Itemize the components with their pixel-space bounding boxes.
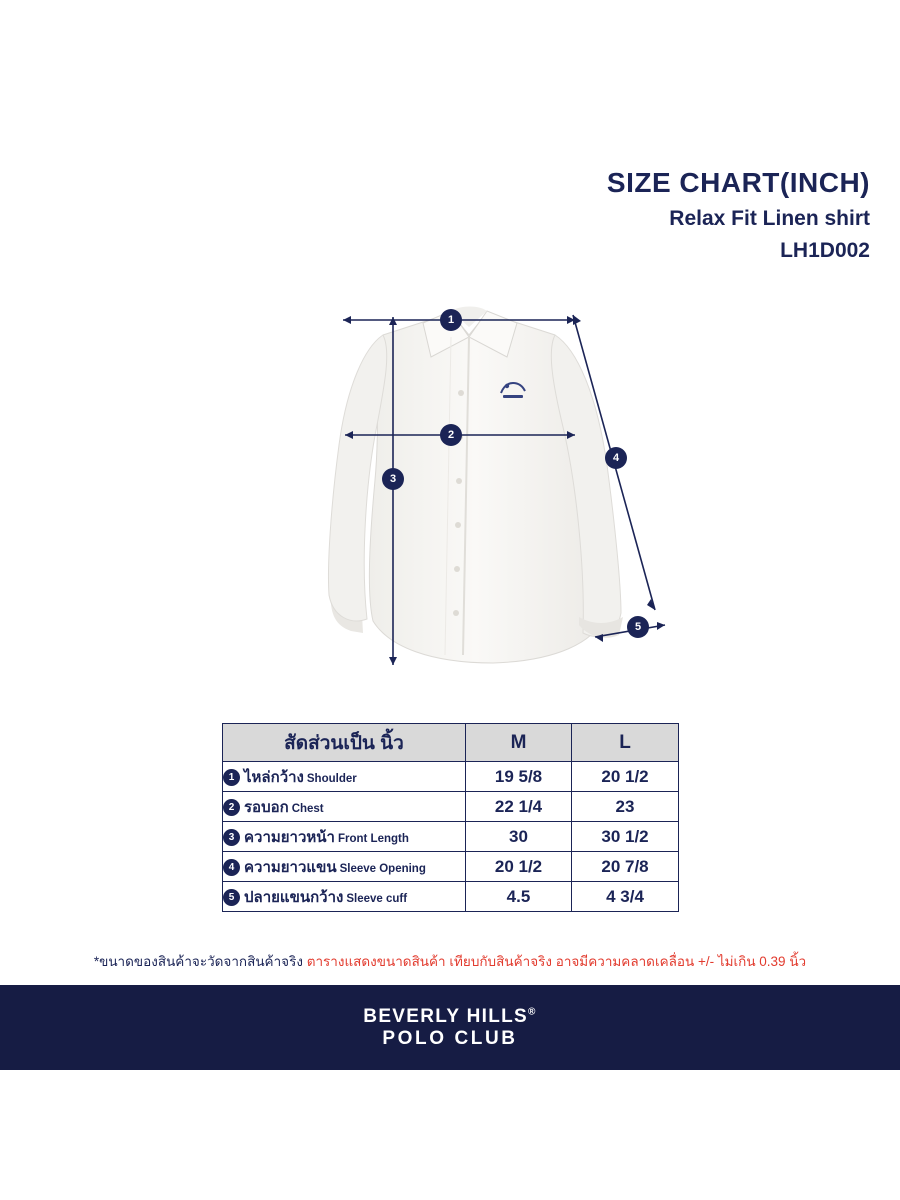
value-l-sleeve-cuff: 4 3/4 bbox=[572, 882, 679, 912]
row-label-en: Chest bbox=[291, 802, 324, 815]
table-head bbox=[223, 724, 679, 762]
footnote-blue-text: *ขนาดของสินค้าจะวัดจากสินค้าจริง bbox=[93, 954, 303, 969]
value-m-chest: 22 1/4 bbox=[466, 792, 572, 822]
row-label-front-length bbox=[223, 822, 466, 852]
column-header-measure: สัดส่วนเป็น นิ้ว bbox=[223, 724, 466, 762]
row-label-sleeve-opening bbox=[223, 852, 466, 882]
row-badge-5: 5 bbox=[223, 889, 240, 906]
table-row bbox=[223, 882, 679, 912]
value-m-sleeve-opening: 20 1/2 bbox=[466, 852, 572, 882]
row-label-sleeve-cuff bbox=[223, 882, 466, 912]
page-title: SIZE CHART(INCH) bbox=[606, 167, 870, 198]
column-header-size-m: M bbox=[466, 724, 572, 762]
brand-line-2: POLO CLUB bbox=[382, 1027, 518, 1049]
value-l-chest: 23 bbox=[572, 792, 679, 822]
row-label-en: Sleeve cuff bbox=[346, 892, 408, 905]
value-l-shoulder: 20 1/2 bbox=[572, 762, 679, 792]
footnote-red-text: ตารางแสดงขนาดสินค้า เทียบกับสินค้าจริง อาจมีความคลาดเคลื่อน +/- ไม่เกิน 0.39 นิ้ว bbox=[306, 954, 807, 969]
value-l-front-length: 30 1/2 bbox=[572, 822, 679, 852]
row-label-en: Shoulder bbox=[306, 772, 357, 785]
brand-line-1 bbox=[363, 1006, 536, 1028]
row-label-shoulder bbox=[223, 762, 466, 792]
row-badge-1: 1 bbox=[223, 769, 240, 786]
product-code: LH1D002 bbox=[780, 239, 870, 263]
table-row bbox=[223, 762, 679, 792]
size-table bbox=[222, 723, 679, 912]
value-m-front-length: 30 bbox=[466, 822, 572, 852]
measure-marker-4: 4 bbox=[605, 447, 627, 469]
measure-marker-3: 3 bbox=[382, 468, 404, 490]
footnote bbox=[0, 950, 900, 972]
row-label-en: Sleeve Opening bbox=[339, 862, 426, 875]
row-badge-4: 4 bbox=[223, 859, 240, 876]
brand-footer bbox=[0, 985, 900, 1070]
row-label-en: Front Length bbox=[337, 832, 409, 845]
brand-logo bbox=[363, 1006, 536, 1050]
shirt-icon bbox=[255, 265, 675, 695]
table-row bbox=[223, 792, 679, 822]
table-header-row bbox=[223, 724, 679, 762]
measure-marker-5: 5 bbox=[627, 616, 649, 638]
value-l-sleeve-opening: 20 7/8 bbox=[572, 852, 679, 882]
product-name: Relax Fit Linen shirt bbox=[669, 207, 870, 230]
size-table-wrapper bbox=[222, 723, 678, 912]
row-label-th: ไหล่กว้าง bbox=[244, 768, 304, 786]
table-row bbox=[223, 822, 679, 852]
measure-marker-2: 2 bbox=[440, 424, 462, 446]
value-m-sleeve-cuff: 4.5 bbox=[466, 882, 572, 912]
row-badge-2: 2 bbox=[223, 799, 240, 816]
registered-mark: ® bbox=[528, 1006, 537, 1018]
column-header-size-l: L bbox=[572, 724, 679, 762]
row-label-th: ความยาวแขน bbox=[244, 858, 337, 876]
row-badge-3: 3 bbox=[223, 829, 240, 846]
product-illustration bbox=[255, 265, 675, 695]
table-row bbox=[223, 852, 679, 882]
row-label-th: ปลายแขนกว้าง bbox=[244, 888, 344, 906]
row-label-chest bbox=[223, 792, 466, 822]
value-m-shoulder: 19 5/8 bbox=[466, 762, 572, 792]
measure-marker-1: 1 bbox=[440, 309, 462, 331]
table-body bbox=[223, 762, 679, 912]
brand-name-top: BEVERLY HILLS bbox=[363, 1005, 529, 1027]
row-label-th: ความยาวหน้า bbox=[244, 828, 335, 846]
row-label-th: รอบอก bbox=[244, 798, 289, 816]
header-block bbox=[607, 165, 870, 265]
